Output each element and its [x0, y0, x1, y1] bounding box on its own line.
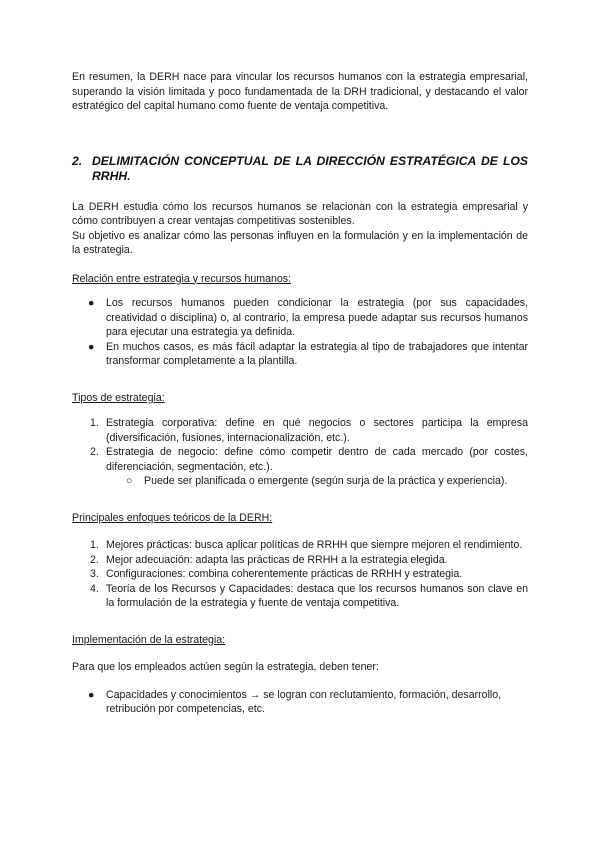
subsection-title-enfoques: Principales enfoques teóricos de la DERH:: [72, 511, 273, 524]
subsection-title-relacion: Relación entre estrategia y recursos humanos:: [72, 272, 292, 285]
bullet-icon: ●: [88, 340, 95, 353]
list-item: [72, 538, 528, 553]
paragraph-derh-estudia: La DERH estudia cómo los recursos humanos se relacionan con la estrategia empresarial y cómo contribuyen a crear ventajas competitivas sostenibles.: [72, 200, 528, 227]
list-number: 1.: [90, 539, 99, 551]
list-item: [72, 445, 528, 474]
section-heading-number: 2.: [72, 153, 83, 168]
list-item: [72, 416, 528, 445]
bullet-icon: ●: [88, 688, 95, 701]
list-item-text: Mejor adecuación: adapta las prácticas de RRHH a la estrategia elegida.: [106, 553, 448, 566]
list-item-text: Teoría de los Recursos y Capacidades: destaca que los recursos humanos son clave en la formulación de la estrategia y fuente de ventaja competitiva.: [106, 582, 528, 609]
implementacion-bullet-list: [72, 688, 528, 717]
list-item-text: Mejores prácticas: busca aplicar políticas de RRHH que siempre mejoren el rendimiento.: [106, 539, 523, 551]
list-item-text: Configuraciones: combina coherentemente prácticas de RRHH y estrategia.: [106, 568, 463, 580]
list-number: 3.: [90, 568, 99, 580]
list-item: [72, 688, 528, 717]
implementacion-lead: Para que los empleados actúen según la estrategia, deben tener:: [72, 661, 379, 673]
sub-list-item: [106, 474, 528, 489]
list-number: 1.: [90, 417, 99, 429]
enfoques-numbered-list: [72, 538, 528, 611]
sub-list-item-text: Puede ser planificada o emergente (según surja de la práctica y experiencia).: [144, 475, 508, 487]
list-item: [72, 553, 528, 568]
hollow-bullet-icon: ○: [126, 475, 133, 487]
list-item-text: En muchos casos, es más fácil adaptar la estrategia al tipo de trabajadores que intentar transformar completamente a la plantilla.: [106, 340, 528, 367]
list-item-text: Capacidades y conocimientos → se logran con reclutamiento, formación, desarrollo, retribución por competencias, etc.: [106, 688, 502, 715]
relacion-bullet-list: [72, 296, 528, 369]
list-item: [72, 567, 528, 582]
page-content: [72, 70, 528, 717]
list-number: 2.: [90, 553, 99, 566]
list-item-text: Estrategia corporativa: define en qué negocios o sectores participa la empresa (diversificación, fusiones, internacionalización, etc.).: [106, 417, 528, 444]
list-item-text: Los recursos humanos pueden condicionar la estrategia (por sus capacidades, creatividad o disciplina) o, al contrario, la empresa puede adaptar sus recursos humanos para ejecutar una estrategia ya definida.: [106, 297, 528, 338]
list-item: [72, 340, 528, 369]
list-number: 2.: [90, 446, 99, 458]
bullet-icon: ●: [88, 297, 95, 309]
paragraph-objetivo: Su objetivo es analizar cómo las personas influyen en la formulación y en la implementación de la estrategia.: [72, 229, 528, 256]
list-number: 4.: [90, 582, 99, 595]
intro-paragraph: En resumen, la DERH nace para vincular los recursos humanos con la estrategia empresarial, superando la visión limitada y poco fundamentada de la DRH tradicional, y destacando el valor estratégico del capital humano como fuente de ventaja competitiva.: [72, 71, 528, 112]
section-heading-text: DELIMITACIÓN CONCEPTUAL DE LA DIRECCIÓN ESTRATÉGICA DE LOS RRHH.: [92, 153, 528, 183]
section-heading: [72, 154, 528, 184]
list-item-text: Estrategia de negocio: define cómo competir dentro de cada mercado (por costes, diferenciación, segmentación, etc.).: [106, 446, 528, 473]
subsection-title-tipos: Tipos de estrategia:: [72, 391, 165, 404]
list-item: [72, 296, 528, 340]
subsection-title-implementacion: Implementación de la estrategia:: [72, 633, 226, 646]
tipos-numbered-list: [72, 416, 528, 474]
list-item: [72, 582, 528, 611]
